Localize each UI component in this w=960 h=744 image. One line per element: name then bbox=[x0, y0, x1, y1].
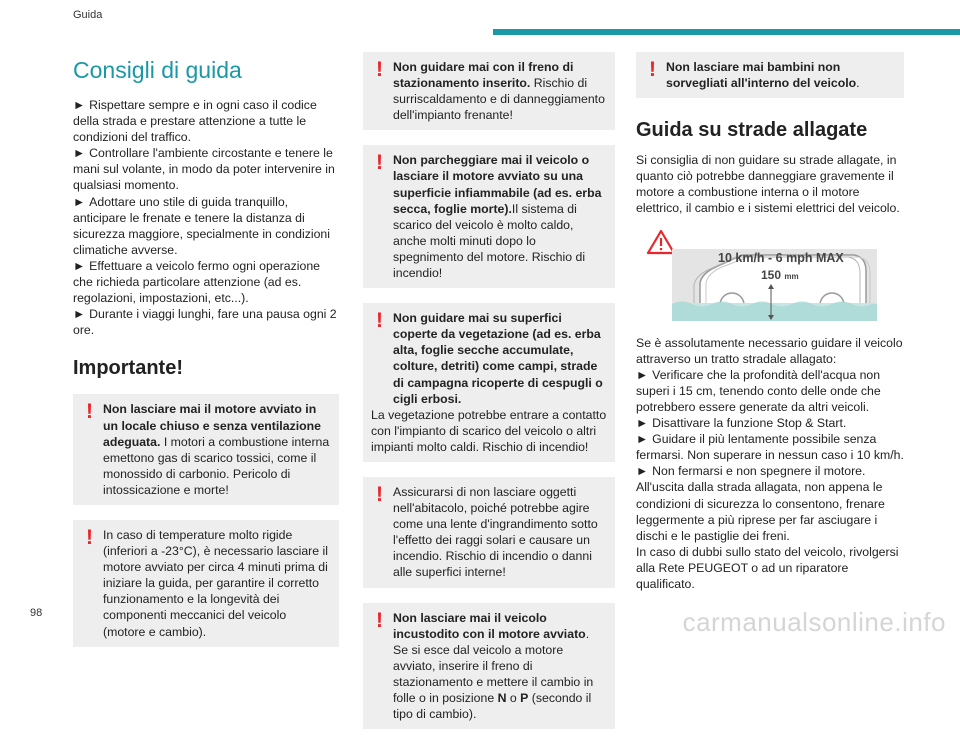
bullet-arrow-icon: ► bbox=[73, 307, 86, 322]
warning-box: ! Non lasciare mai il veicolo incustodito con il motore avviato. Se si esce dal veicolo a motore avviato, inserire il freno di stazionamento e mettere il cambio in folle o in posizione N o P (secondo il tipo di cambio). bbox=[363, 603, 615, 730]
bullet-item: ► Verificare che la profondità dell'acqua non superi i 15 cm, tenendo conto delle onde che potrebbero essere generate da altri veicoli. bbox=[636, 367, 881, 414]
column-right bbox=[636, 52, 904, 592]
bullet-item: ► Guidare il più lentamente possibile senza fermarsi. Non superare in nessun caso i 10 km/h. bbox=[636, 432, 904, 463]
bullet-item: ► Effettuare a veicolo fermo ogni operazione che richieda particolare attenzione (ad es. regolazioni, impostazioni, etc...). bbox=[73, 258, 320, 306]
warning-box: ! Non guidare mai su superfici coperte da vegetazione (ad es. erba alta, foglie secche accumulate, colture, detriti) come campi, strade di campagna ricoperte di cespugli o cigli erbosi. La vegetazione potrebbe entrare a contatto con l'impianto di scarico del veicolo o altri impianti molto caldi. Rischio di incendio! bbox=[363, 303, 615, 462]
warning-box: ! In caso di temperature molto rigide (inferiori a -23°C), è necessario lasciare il motore avviato per circa 4 minuti prima di iniziare la guida, per garantire il corretto funzionamento e la longevità dei componenti meccanici del veicolo (motore e cambio). bbox=[73, 520, 339, 647]
bullet-arrow-icon: ► bbox=[636, 464, 649, 479]
warning-box: ! Assicurarsi di non lasciare oggetti nell'abitacolo, poiché potrebbe agire come una lente d'ingrandimento sotto l'effetto dei raggi solari e causare un incendio. Rischio di incendio o danni alle superfici interne! bbox=[363, 477, 615, 588]
warning-box: ! Non lasciare mai bambini non sorvegliati all'interno del veicolo. bbox=[636, 52, 904, 98]
important-heading: Importante! bbox=[73, 357, 183, 380]
page-title: Consigli di guida bbox=[73, 57, 242, 83]
bullet-arrow-icon: ► bbox=[73, 258, 86, 273]
warning-icon: ! bbox=[649, 58, 656, 81]
flood-heading: Guida su strade allagate bbox=[636, 119, 868, 142]
bullet-arrow-icon: ► bbox=[73, 98, 86, 112]
flood-exit-text: All'uscita dalla strada allagata, non appena le condizioni di sicurezza lo consentono, frenare leggermente a più riprese per far asciugare i dischi e le pastiglie dei freni. bbox=[636, 480, 885, 543]
warning-box: ! Non parcheggiare mai il veicolo o lasciare il motore avviato su una superficie infiammabile (ad es. erba secca, foglie morte).Il sistema di scarico del veicolo è molto caldo, anche molti minuti dopo lo spegnimento del motore. Rischio di incendio! bbox=[363, 145, 615, 288]
warning-icon: ! bbox=[376, 608, 383, 632]
warning-icon: ! bbox=[86, 400, 93, 424]
bullet-item: ► Durante i viaggi lunghi, fare una pausa ogni 2 ore. bbox=[73, 307, 337, 338]
header-accent-bar bbox=[493, 29, 960, 35]
bullet-item: ► Non fermarsi e non spegnere il motore. bbox=[636, 464, 866, 479]
flood-lead: Se è assolutamente necessario guidare il veicolo attraverso un tratto stradale allagato: bbox=[636, 335, 903, 366]
warning-icon: ! bbox=[86, 525, 93, 549]
flood-doubt-text: In caso di dubbi sullo stato del veicolo, rivolgersi alla Rete PEUGEOT o ad un riparatore qualificato. bbox=[636, 544, 899, 591]
flood-intro: Si consiglia di non guidare su strade allagate, in quanto ciò potrebbe danneggiare gravemente il motore a combustione interna o il motore elettrico, il cambio e i sistemi elettrici del veicolo. bbox=[636, 153, 900, 216]
bullet-arrow-icon: ► bbox=[636, 367, 649, 382]
speed-limit-label: 10 km/h - 6 mph MAX bbox=[718, 250, 844, 265]
header-section-title: Guida bbox=[73, 9, 103, 21]
warning-box: ! Non lasciare mai il motore avviato in un locale chiuso e senza ventilazione adeguata. I motori a combustione interna emettono gas di scarico tossici, come il monossido di carbonio. Pericolo di intossicazione e morte! bbox=[73, 394, 339, 505]
bullet-arrow-icon: ► bbox=[636, 416, 649, 431]
warning-icon: ! bbox=[376, 309, 383, 333]
bullet-arrow-icon: ► bbox=[73, 194, 86, 209]
page-number: 98 bbox=[30, 607, 43, 619]
bullet-item: ► Rispettare sempre e in ogni caso il codice della strada e prestare attenzione a tutte le condizioni del traffico. bbox=[73, 98, 317, 145]
bullet-item: ► Disattivare la funzione Stop & Start. bbox=[636, 416, 847, 431]
column-middle bbox=[363, 52, 615, 744]
bullet-item: ► Adottare uno stile di guida tranquillo, anticipare le frenate e tenere la distanza di sicurezza maggiore, specialmente in condizioni climatiche avverse. bbox=[73, 194, 330, 257]
warning-box: ! Non guidare mai con il freno di stazionamento inserito. Rischio di surriscaldamento e di danneggiamento dell'impianto frenante! bbox=[363, 52, 615, 130]
warning-icon: ! bbox=[376, 482, 383, 506]
column-left bbox=[73, 52, 339, 662]
bullet-arrow-icon: ► bbox=[73, 146, 86, 161]
flood-figure bbox=[636, 229, 904, 321]
bullet-item: ► Controllare l'ambiente circostante e tenere le mani sul volante, in modo da poter intervenire in qualsiasi momento. bbox=[73, 146, 335, 193]
watermark: carmanualsonline.info bbox=[682, 607, 946, 637]
warning-icon: ! bbox=[376, 58, 383, 81]
warning-icon: ! bbox=[376, 151, 383, 175]
bullet-arrow-icon: ► bbox=[636, 432, 649, 447]
depth-label: 150 mm bbox=[761, 267, 799, 282]
